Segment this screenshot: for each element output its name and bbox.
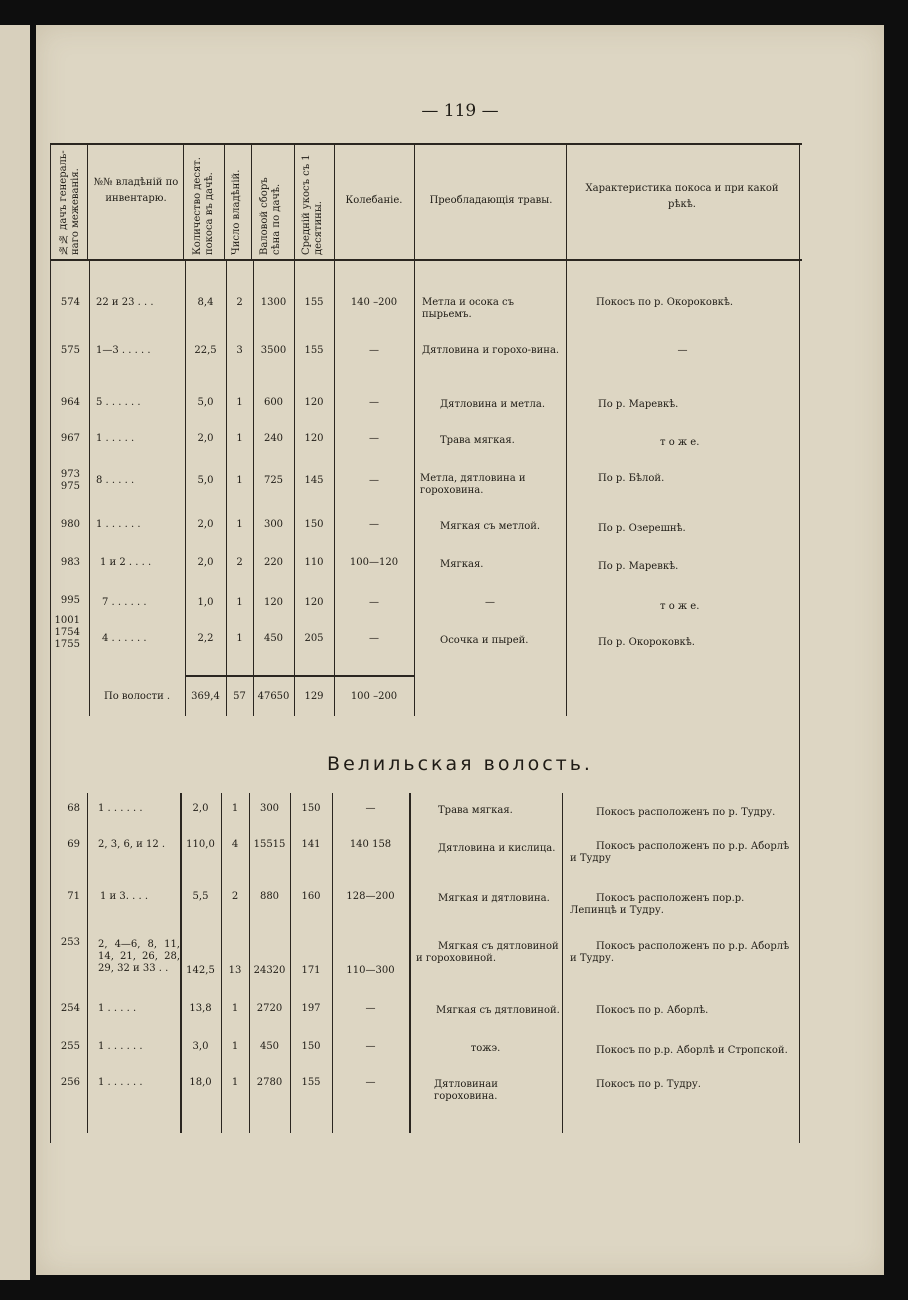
cell-dacha: 256 — [60, 1077, 80, 1088]
cell-gross: 725 — [263, 475, 284, 486]
total-area: 369,4 — [191, 691, 220, 702]
cell-area: 2,0 — [197, 519, 214, 530]
cell-gross: 450 — [263, 633, 284, 644]
cell-dacha: 964 — [60, 397, 80, 408]
cell-owner: 1 и 3. . . . — [100, 891, 148, 902]
cell-dacha: 995 — [60, 595, 80, 606]
cell-avg: 150 — [301, 803, 321, 814]
cell-avg: 197 — [301, 1003, 321, 1014]
cell-character: По р. Окороковкѣ. — [598, 637, 695, 648]
cell-grass: Дятловина и горохо-вина. — [422, 345, 560, 356]
cell-gross: 450 — [259, 1041, 280, 1052]
cell-area: 18,0 — [189, 1077, 212, 1088]
column-rule — [562, 793, 563, 1133]
cell-fluct: 100—120 — [349, 557, 399, 568]
book-page — [36, 25, 884, 1275]
header-avg: Средній укосъ съ 1 десятины. — [301, 154, 324, 255]
column-rule — [409, 793, 411, 1133]
cell-character: т о ж е. — [660, 437, 700, 448]
cell-grass: Мягкая съ дятловиной и гороховиной. — [416, 941, 559, 964]
column-rule — [253, 261, 254, 716]
cell-count: 1 — [236, 475, 243, 486]
cell-avg: 171 — [301, 965, 321, 976]
cell-character: Покосъ по р. Тудру. — [596, 1079, 701, 1090]
column-rule — [226, 261, 227, 716]
cell-area: 2,2 — [197, 633, 214, 644]
cell-gross: 220 — [263, 557, 284, 568]
cell-character: Покосъ расположенъ по р. Тудру. — [596, 807, 776, 818]
cell-area: 110,0 — [186, 839, 215, 850]
cell-character: Покосъ расположенъ по р.р. Аборлѣ и Тудру. — [570, 941, 790, 964]
cell-area: 5,5 — [192, 891, 209, 902]
cell-fluct: — — [369, 433, 379, 444]
cell-count: 13 — [228, 965, 242, 976]
column-rule — [87, 793, 88, 1133]
header-divider — [414, 143, 415, 259]
cell-avg: 145 — [304, 475, 324, 486]
cell-owner: 1 . . . . . . — [98, 1077, 143, 1088]
header-grasses: Преобладающія травы. — [429, 195, 553, 206]
cell-dacha: 1001 1754 1755 — [54, 615, 80, 650]
cell-character: Покосъ по р.р. Аборлѣ и Стропской. — [596, 1045, 788, 1056]
header-owner: №№ владѣній по инвентарю. — [93, 177, 179, 204]
cell-area: 8,4 — [197, 297, 214, 308]
header-divider — [566, 143, 567, 259]
cell-area: 22,5 — [194, 345, 217, 356]
section-title: Велильская волость. — [327, 753, 593, 775]
cell-avg: 155 — [301, 1077, 321, 1088]
cell-area: 2,0 — [197, 557, 214, 568]
cell-owner: 1 . . . . . — [98, 1003, 137, 1014]
cell-avg: 150 — [304, 519, 324, 530]
cell-area: 5,0 — [197, 397, 214, 408]
previous-page-edge — [0, 25, 30, 1280]
cell-dacha: 967 — [60, 433, 80, 444]
cell-owner: 1 и 2 . . . . — [100, 557, 152, 568]
cell-area: 1,0 — [197, 597, 214, 608]
cell-gross: 300 — [263, 519, 284, 530]
header-divider — [183, 143, 184, 259]
cell-character: По р. Озерешнѣ. — [598, 523, 686, 534]
cell-avg: 155 — [304, 345, 324, 356]
cell-grass: Осочка и пырей. — [440, 635, 529, 646]
cell-gross: 15515 — [253, 839, 286, 850]
total-avg: 129 — [304, 691, 324, 702]
cell-count: 1 — [236, 397, 243, 408]
cell-fluct: — — [369, 597, 379, 608]
cell-character: По р. Маревкѣ. — [598, 399, 679, 410]
cell-dacha: 69 — [67, 839, 80, 850]
cell-avg: 110 — [304, 557, 324, 568]
cell-avg: 205 — [304, 633, 324, 644]
cell-dacha: 254 — [60, 1003, 80, 1014]
column-rule — [414, 261, 415, 716]
cell-grass: Метла, дятловина и гороховина. — [420, 473, 526, 496]
header-divider — [251, 143, 252, 259]
column-rule — [89, 261, 90, 716]
cell-grass: Мягкая. — [440, 559, 484, 570]
cell-fluct: — — [369, 397, 379, 408]
column-rule — [185, 261, 186, 716]
cell-avg: 141 — [301, 839, 321, 850]
total-count: 57 — [233, 691, 246, 702]
cell-character: Покосъ расположенъ пор.р. Лепинцѣ и Тудру. — [570, 893, 745, 916]
cell-gross: 2780 — [256, 1077, 283, 1088]
cell-count: 4 — [231, 839, 239, 850]
cell-character: Покосъ расположенъ по р.р. Аборлѣ и Тудру — [570, 841, 790, 864]
cell-dacha: 980 — [60, 519, 80, 530]
cell-owner: 22 и 23 . . . — [96, 297, 154, 308]
cell-owner: 2, 4—6, 8, 11, 14, 21, 26, 28, 29, 32 и 33 . . — [98, 939, 180, 974]
cell-owner: 1 . . . . . — [96, 433, 135, 444]
cell-grass: — — [485, 597, 495, 608]
cell-character: т о ж е. — [660, 601, 700, 612]
cell-owner: 4 . . . . . . — [102, 633, 147, 644]
page-number: — 119 — — [421, 101, 499, 121]
cell-grass: Метла и осока съ пырьемъ. — [422, 297, 515, 320]
cell-gross: 1300 — [260, 297, 287, 308]
cell-fluct: — — [369, 475, 379, 486]
cell-fluct: — — [365, 1003, 376, 1014]
cell-dacha: 983 — [60, 557, 80, 568]
cell-owner: 7 . . . . . . — [102, 597, 147, 608]
cell-avg: 120 — [304, 597, 324, 608]
column-rule — [294, 261, 295, 716]
cell-dacha: 973 975 — [60, 469, 80, 492]
cell-grass: Мягкая съ метлой. — [440, 521, 541, 532]
cell-character: — — [677, 345, 688, 356]
cell-fluct: 140 –200 — [350, 297, 398, 308]
total-gross: 47650 — [257, 691, 290, 702]
cell-owner: 5 . . . . . . — [96, 397, 141, 408]
cell-count: 2 — [231, 891, 239, 902]
cell-gross: 120 — [263, 597, 284, 608]
column-rule — [566, 261, 567, 716]
table-top-rule — [50, 143, 802, 145]
cell-fluct: — — [369, 633, 379, 644]
cell-count: 1 — [231, 1041, 239, 1052]
cell-avg: 120 — [304, 433, 324, 444]
cell-fluct: — — [369, 519, 379, 530]
cell-grass: Трава мягкая. — [440, 435, 515, 446]
cell-count: 1 — [236, 633, 243, 644]
cell-count: 2 — [236, 297, 243, 308]
cell-area: 2,0 — [192, 803, 209, 814]
cell-count: 1 — [231, 1003, 239, 1014]
cell-grass: тожэ. — [470, 1043, 501, 1054]
cell-gross: 600 — [263, 397, 284, 408]
cell-gross: 2720 — [256, 1003, 283, 1014]
cell-fluct: — — [369, 345, 379, 356]
header-area: Количество десят. покоса въ дачѣ. — [192, 157, 215, 255]
header-gross: Валовой сборъ сѣна по дачѣ. — [259, 177, 282, 255]
cell-owner: 1—3 . . . . . — [96, 345, 151, 356]
total-rule — [185, 675, 414, 677]
cell-character: Покосъ по р. Окороковкѣ. — [596, 297, 734, 308]
cell-avg: 150 — [301, 1041, 321, 1052]
header-bottom-rule — [50, 259, 802, 261]
cell-count: 1 — [231, 1077, 239, 1088]
cell-gross: 3500 — [260, 345, 287, 356]
cell-character: Покосъ по р. Аборлѣ. — [596, 1005, 709, 1016]
cell-dacha: 575 — [60, 345, 80, 356]
cell-count: 1 — [236, 433, 243, 444]
cell-owner: 1 . . . . . . — [96, 519, 141, 530]
cell-grass: Мягкая и дятловина. — [438, 893, 550, 904]
cell-dacha: 71 — [67, 891, 80, 902]
header-character: Характеристика покоса и при какой рѣкѣ. — [585, 183, 779, 210]
cell-fluct: 110—300 — [346, 965, 395, 976]
header-divider — [224, 143, 225, 259]
cell-count: 2 — [236, 557, 243, 568]
cell-grass: Дятловинаи гороховина. — [434, 1079, 498, 1102]
cell-area: 2,0 — [197, 433, 214, 444]
cell-avg: 160 — [301, 891, 321, 902]
cell-area: 142,5 — [186, 965, 215, 976]
cell-avg: 155 — [304, 297, 324, 308]
cell-owner: 8 . . . . . — [96, 475, 135, 486]
cell-count: 1 — [231, 803, 239, 814]
cell-character: По р. Бѣлой. — [598, 473, 665, 484]
cell-count: 1 — [236, 519, 243, 530]
cell-dacha: 68 — [67, 803, 80, 814]
cell-count: 1 — [236, 597, 243, 608]
cell-fluct: 128—200 — [346, 891, 395, 902]
cell-owner: 1 . . . . . . — [98, 1041, 143, 1052]
cell-owner: 2, 3, 6, и 12 . — [98, 839, 166, 850]
cell-area: 3,0 — [192, 1041, 209, 1052]
cell-area: 13,8 — [189, 1003, 212, 1014]
cell-area: 5,0 — [197, 475, 214, 486]
header-fluctuation: Колебаніе. — [345, 195, 403, 206]
header-dacha: №№ дачъ генераль-наго межеванія. — [58, 150, 81, 255]
cell-dacha: 255 — [60, 1041, 80, 1052]
cell-fluct: 140 158 — [349, 839, 392, 850]
total-label: По волости . — [104, 691, 171, 702]
cell-fluct: — — [365, 1041, 376, 1052]
cell-grass: Трава мягкая. — [438, 805, 513, 816]
cell-avg: 120 — [304, 397, 324, 408]
cell-fluct: — — [365, 803, 376, 814]
cell-owner: 1 . . . . . . — [98, 803, 143, 814]
cell-gross: 300 — [259, 803, 280, 814]
cell-gross: 880 — [259, 891, 280, 902]
cell-grass: Дятловина и метла. — [440, 399, 546, 410]
header-owners-count: Число владѣній. — [231, 169, 242, 255]
cell-grass: Дятловина и кислица. — [438, 843, 556, 854]
table-right-rule — [799, 143, 800, 1143]
cell-character: По р. Маревкѣ. — [598, 561, 679, 572]
cell-grass: Мягкая съ дятловиной. — [436, 1005, 560, 1016]
header-divider — [87, 143, 88, 259]
cell-dacha: 574 — [60, 297, 80, 308]
cell-count: 3 — [236, 345, 243, 356]
total-fluct: 100 –200 — [350, 691, 398, 702]
cell-gross: 24320 — [253, 965, 286, 976]
column-rule — [334, 261, 335, 716]
header-divider — [334, 143, 335, 259]
cell-fluct: — — [365, 1077, 376, 1088]
cell-dacha: 253 — [60, 937, 80, 948]
cell-gross: 240 — [263, 433, 284, 444]
header-divider — [294, 143, 295, 259]
